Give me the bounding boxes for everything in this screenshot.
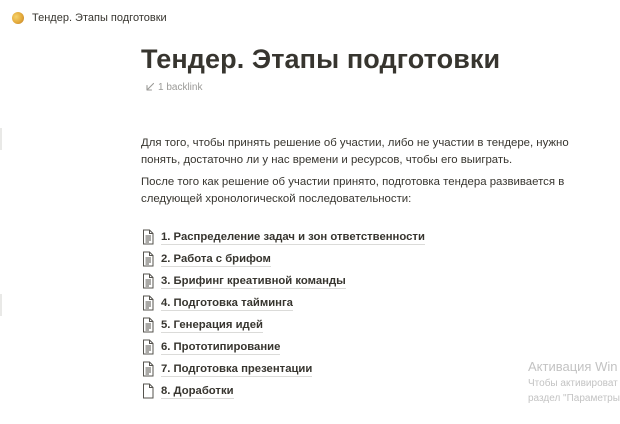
top-bar	[0, 0, 620, 36]
arrow-down-left-icon	[145, 82, 155, 92]
subpage-link[interactable]	[141, 336, 611, 358]
document-icon	[141, 295, 155, 311]
document-icon	[141, 361, 155, 377]
document-icon	[141, 339, 155, 355]
page-content	[141, 42, 611, 402]
subpage-link[interactable]	[141, 248, 611, 270]
subpage-link[interactable]	[141, 226, 611, 248]
subpage-label: 4. Подготовка тайминга	[161, 296, 293, 309]
document-icon	[141, 317, 155, 333]
subpage-link[interactable]	[141, 314, 611, 336]
sidebar-edge[interactable]	[0, 36, 4, 424]
sidebar-edge-mark	[0, 128, 2, 150]
backlinks-label: 1 backlink	[158, 81, 203, 93]
document-icon	[141, 229, 155, 245]
sidebar-edge-mark	[0, 294, 2, 316]
watermark-line: Чтобы активироват	[528, 378, 618, 389]
subpage-label: 6. Прототипирование	[161, 340, 281, 353]
subpage-label: 2. Работа с брифом	[161, 252, 271, 265]
subpage-label: 7. Подготовка презентации	[161, 362, 313, 375]
subpage-label: 1. Распределение задач и зон ответственности	[161, 230, 425, 243]
page-emoji-icon[interactable]	[12, 12, 24, 24]
subpage-label: 3. Брифинг креативной команды	[161, 274, 346, 287]
subpage-label: 8. Доработки	[161, 384, 234, 397]
subpage-label: 5. Генерация идей	[161, 318, 263, 331]
watermark-line: раздел "Параметры	[528, 393, 620, 404]
subpage-link[interactable]	[141, 292, 611, 314]
document-icon	[141, 251, 155, 267]
breadcrumb-page-title[interactable]: Тендер. Этапы подготовки	[32, 12, 167, 24]
paragraph-sequence[interactable]: После того как решение об участии принято, подготовка тендера развивается в следующей хронологической последовательности:	[141, 176, 565, 205]
watermark-title: Активация Win	[528, 359, 618, 374]
page-title[interactable]: Тендер. Этапы подготовки	[141, 44, 501, 74]
backlinks-button[interactable]	[145, 79, 611, 95]
windows-activation-watermark	[528, 358, 620, 406]
paragraph-intro[interactable]: Для того, чтобы принять решение об участии, либо не участии в тендере, нужно понять, достаточно ли у нас времени и ресурсов, чтобы его выиграть.	[141, 137, 569, 166]
empty-document-icon	[141, 383, 155, 399]
subpage-link[interactable]	[141, 270, 611, 292]
document-icon	[141, 273, 155, 289]
